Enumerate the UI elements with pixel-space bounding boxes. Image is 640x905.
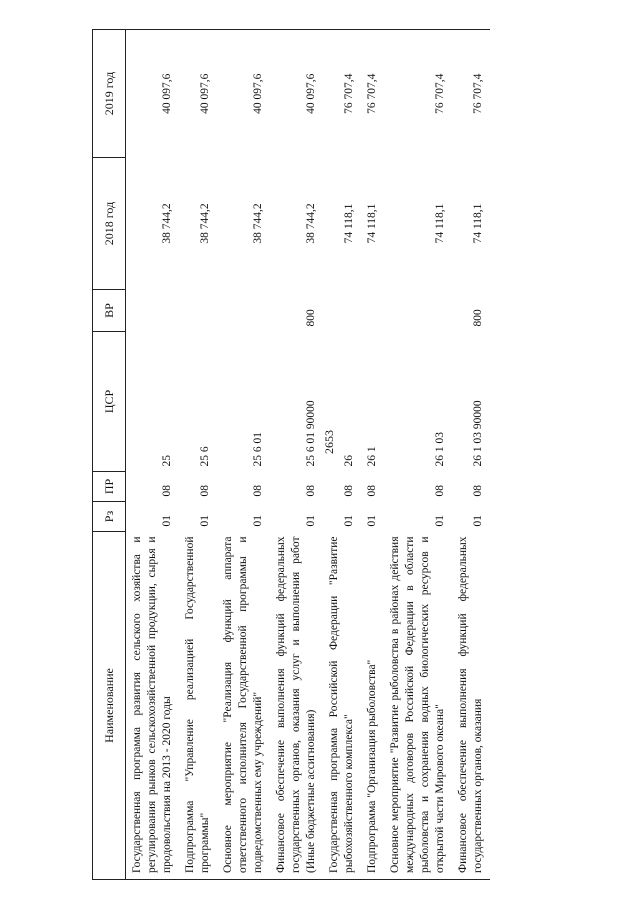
row-2019: 40 097,6 bbox=[217, 30, 270, 158]
row-2019: 76 707,4 bbox=[361, 30, 384, 158]
row-vr: 800 bbox=[472, 309, 484, 327]
header-year-2018: 2018 год bbox=[93, 158, 126, 290]
row-name: Финансовое обеспечение выполнения функций федеральных государственных органов, оказания bbox=[452, 532, 490, 880]
header-csr: ЦСР bbox=[93, 332, 126, 472]
row-pr: 08 bbox=[161, 485, 173, 497]
row-2019: 40 097,6 bbox=[270, 30, 323, 158]
header-name: Наименование bbox=[93, 532, 126, 880]
row-rz: 01 bbox=[305, 515, 317, 527]
table-row bbox=[126, 30, 180, 880]
row-rz: 01 bbox=[366, 515, 378, 527]
row-csr: 25 6 bbox=[199, 446, 211, 467]
row-csr: 26 1 bbox=[366, 446, 378, 467]
row-2019: 40 097,6 bbox=[179, 30, 217, 158]
row-csr: 26 1 03 bbox=[434, 432, 446, 467]
row-name: Государственная программа развития сельского хозяйства и регулирования рынков сельскохозяйственной продукции, сырья и продовольствия на 2013 - 2020 годы bbox=[126, 532, 180, 880]
row-vr bbox=[384, 290, 452, 332]
row-csr: 26 1 03 90000 bbox=[472, 400, 484, 467]
row-name: Основное мероприятие "Развитие рыболовства в районах действия международных договоров Российской Федерации в области рыболовства и сохранения водных биологических ресурсов и открытой части Мирового океана" bbox=[384, 532, 452, 880]
row-rz: 01 bbox=[434, 515, 446, 527]
row-vr: 800 bbox=[305, 309, 317, 327]
row-name: Подпрограмма "Организация рыболовства" bbox=[361, 532, 384, 880]
table-row bbox=[361, 30, 384, 880]
row-rz: 01 bbox=[252, 515, 264, 527]
row-name: Финансовое обеспечение выполнения функций федеральных государственных органов, оказания услуг и выполнения работ (Иные бюджетные ассигнования) bbox=[270, 532, 323, 880]
table-header-row bbox=[93, 30, 126, 880]
row-name: Подпрограмма "Управление реализацией Государственной программы" bbox=[179, 532, 217, 880]
row-vr bbox=[323, 290, 361, 332]
row-2018: 38 744,2 bbox=[252, 203, 264, 244]
header-vr: ВР bbox=[93, 290, 126, 332]
header-pr: ПР bbox=[93, 472, 126, 502]
row-name: Государственная программа Российской Федерации "Развитие рыбохозяйственного комплекса" bbox=[323, 532, 361, 880]
row-2018: 74 118,1 bbox=[343, 203, 355, 244]
header-year-2019: 2019 год bbox=[93, 30, 126, 158]
row-2018: 38 744,2 bbox=[305, 203, 317, 244]
row-pr: 08 bbox=[366, 485, 378, 497]
row-pr: 08 bbox=[252, 485, 264, 497]
row-pr: 08 bbox=[434, 485, 446, 497]
table-row bbox=[452, 30, 490, 880]
row-pr: 08 bbox=[199, 485, 211, 497]
row-csr: 26 bbox=[343, 455, 355, 467]
header-rz: Рз bbox=[93, 502, 126, 532]
row-2019: 76 707,4 bbox=[384, 30, 452, 158]
row-name: Основное мероприятие "Реализация функций аппарата ответственного исполнителя Государственной программы и подведомственных ему учреждений" bbox=[217, 532, 270, 880]
table-row bbox=[384, 30, 452, 880]
row-rz: 01 bbox=[472, 515, 484, 527]
table-row bbox=[323, 30, 361, 880]
row-rz: 01 bbox=[199, 515, 211, 527]
table-row bbox=[270, 30, 323, 880]
row-csr: 25 6 01 90000 bbox=[305, 400, 317, 467]
row-csr: 25 6 01 bbox=[252, 432, 264, 467]
row-pr: 08 bbox=[305, 485, 317, 497]
row-pr: 08 bbox=[343, 485, 355, 497]
row-2018: 74 118,1 bbox=[366, 203, 378, 244]
row-2018: 74 118,1 bbox=[434, 203, 446, 244]
row-2018: 74 118,1 bbox=[472, 203, 484, 244]
row-vr bbox=[179, 290, 217, 332]
row-vr bbox=[217, 290, 270, 332]
row-2018: 38 744,2 bbox=[161, 203, 173, 244]
row-rz: 01 bbox=[343, 515, 355, 527]
row-vr bbox=[126, 290, 180, 332]
row-rz: 01 bbox=[161, 515, 173, 527]
budget-table bbox=[92, 29, 490, 880]
row-2019: 40 097,6 bbox=[126, 30, 180, 158]
row-2018: 38 744,2 bbox=[199, 203, 211, 244]
page-number: 2653 bbox=[322, 430, 336, 454]
table-row bbox=[217, 30, 270, 880]
budget-table-sheet bbox=[92, 30, 627, 880]
row-csr: 25 bbox=[161, 455, 173, 467]
row-2019: 76 707,4 bbox=[452, 30, 490, 158]
row-2019: 76 707,4 bbox=[323, 30, 361, 158]
table-row bbox=[179, 30, 217, 880]
row-pr: 08 bbox=[472, 485, 484, 497]
row-vr bbox=[361, 290, 384, 332]
